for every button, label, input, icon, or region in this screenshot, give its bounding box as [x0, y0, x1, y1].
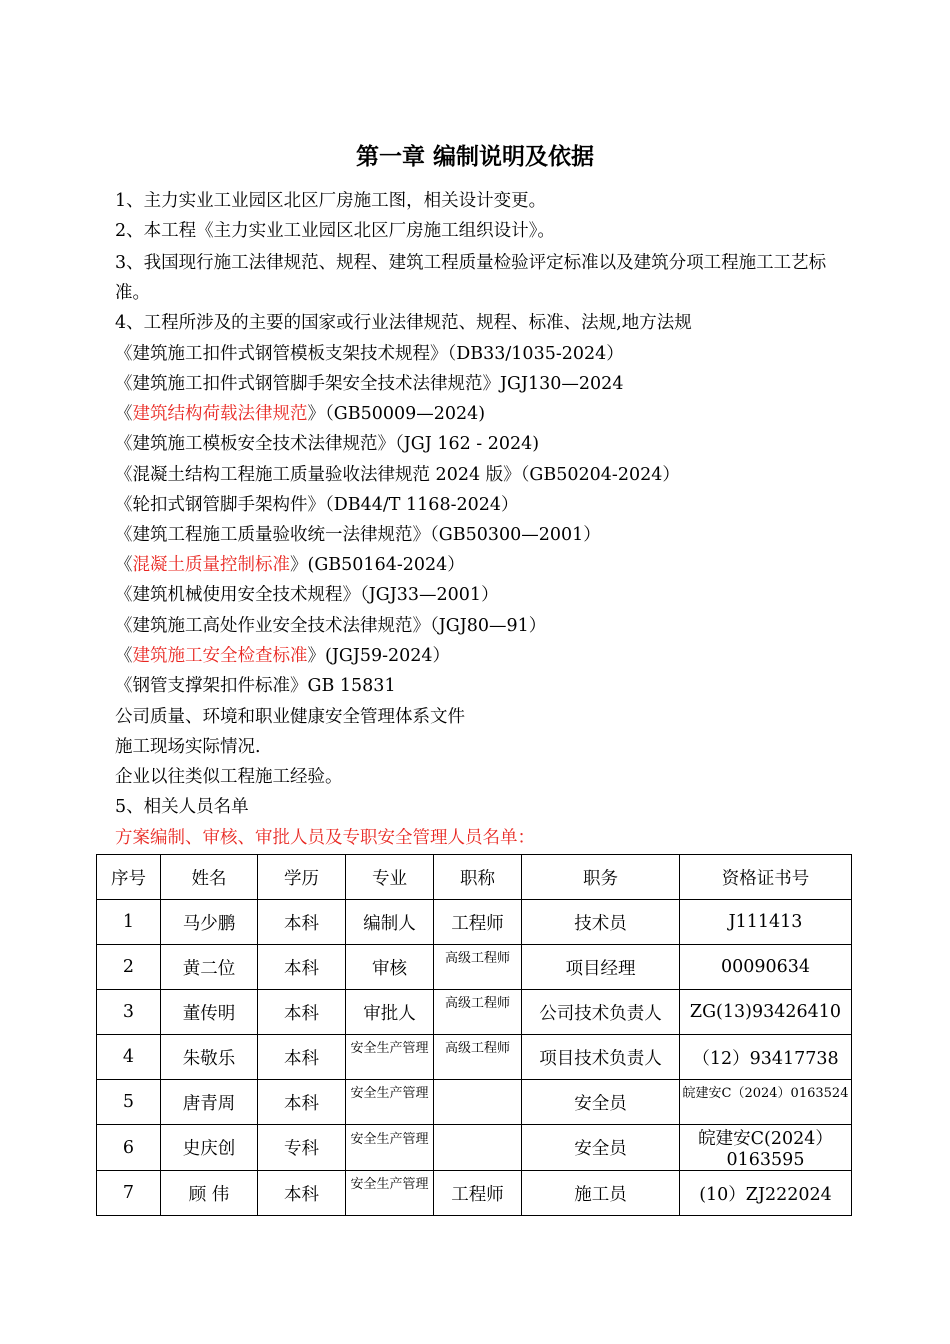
cell-certificate: ZG(13)93426410: [680, 990, 852, 1035]
table-caption: [115, 823, 840, 853]
standard-item: [115, 339, 840, 369]
standard-item: [115, 429, 840, 459]
standard-text: 《: [115, 555, 133, 575]
basis-item-2: 2、本工程《主力实业工业园区北区厂房施工组织设计》。: [115, 221, 555, 241]
cell-title: [434, 1125, 522, 1171]
chapter-title: 第一章 编制说明及依据: [355, 143, 594, 170]
standard-item: [115, 671, 840, 701]
other-basis-1: 公司质量、环境和职业健康安全管理体系文件: [115, 707, 465, 727]
cell-role: [346, 1035, 434, 1080]
cell-name: 史庆创: [161, 1125, 258, 1171]
cell-position: 项目经理: [522, 945, 680, 990]
standard-code: 》(JGJ59-2024）: [307, 646, 451, 666]
cell-certificate: (10）ZJ222024: [680, 1171, 852, 1216]
standard-item: [115, 520, 840, 550]
standard-item: [115, 580, 840, 610]
table-header-row: [97, 855, 852, 900]
header-cell: 专业: [346, 855, 434, 900]
cell-role-text: 安全生产管理: [350, 1041, 429, 1056]
standard-item: [115, 641, 840, 671]
standard-text: 《建筑工程施工质量验收统一法律规范》（GB50300—2001）: [115, 525, 601, 545]
cell-title: [434, 945, 522, 990]
cell-index: 4: [97, 1035, 161, 1080]
standard-item: [115, 550, 840, 580]
cell-role: 编制人: [346, 900, 434, 945]
table-row: [97, 990, 852, 1035]
cell-name: 顾 伟: [161, 1171, 258, 1216]
header-cell: 姓名: [161, 855, 258, 900]
cell-role-text: 安全生产管理: [350, 1086, 429, 1101]
personnel-table: [96, 854, 852, 1216]
table-row: [97, 1035, 852, 1080]
standard-highlight: 混凝土质量控制标准: [132, 555, 290, 575]
basis-item-3: 3、我国现行施工法律规范、规程、建筑工程质量检验评定标准以及建筑分项工程施工工艺标准。: [115, 253, 827, 303]
table-row: [97, 1125, 852, 1171]
cell-title: 工程师: [434, 1171, 522, 1216]
cell-name: 黄二位: [161, 945, 258, 990]
cell-position: 项目技术负责人: [522, 1035, 680, 1080]
cell-title-text: 高级工程师: [444, 951, 510, 966]
table-row: [97, 1080, 852, 1125]
cell-position: 施工员: [522, 1171, 680, 1216]
cell-title-text: 高级工程师: [444, 1041, 510, 1056]
cell-certificate: [680, 1080, 852, 1125]
cell-index: 2: [97, 945, 161, 990]
cell-education: 本科: [258, 945, 346, 990]
header-cell: 职务: [522, 855, 680, 900]
cell-title: 工程师: [434, 900, 522, 945]
cell-role: 审批人: [346, 990, 434, 1035]
cell-education: 本科: [258, 1171, 346, 1216]
standard-text: 《建筑机械使用安全技术规程》（JGJ33—2001）: [115, 585, 499, 605]
header-cell: 职称: [434, 855, 522, 900]
standard-text: 《: [115, 646, 133, 666]
basis-item-1: 1、主力实业工业园区北区厂房施工图，相关设计变更。: [115, 191, 547, 211]
cell-title: [434, 1035, 522, 1080]
standard-item: [115, 369, 840, 399]
header-cell: 资格证书号: [680, 855, 852, 900]
table-row: [97, 900, 852, 945]
standard-text: 《建筑施工扣件式钢管脚手架安全技术法律规范》JGJ130—2024: [115, 374, 624, 394]
cell-certificate: J111413: [680, 900, 852, 945]
cell-certificate: 皖建安C(2024）0163595: [680, 1125, 852, 1171]
cell-name: 唐青周: [161, 1080, 258, 1125]
standard-text: 《混凝土结构工程施工质量验收法律规范 2024 版》（GB50204-2024）: [115, 465, 680, 485]
cell-title: [434, 1080, 522, 1125]
caption-lead: 方: [115, 828, 133, 848]
other-basis-2: 施工现场实际情况.: [115, 737, 261, 757]
cell-index: 3: [97, 990, 161, 1035]
standard-text: 《: [115, 404, 133, 424]
cell-education: 本科: [258, 1035, 346, 1080]
standard-text: 《建筑施工模板安全技术法律规范》（JGJ 162 - 2024): [115, 434, 540, 454]
cell-certificate-text: 皖建安C（2024）0163524: [682, 1086, 849, 1101]
cell-position: 安全员: [522, 1125, 680, 1171]
cell-position: 技术员: [522, 900, 680, 945]
cell-certificate: 00090634: [680, 945, 852, 990]
cell-role: [346, 1080, 434, 1125]
cell-role-text: 安全生产管理: [350, 1177, 429, 1192]
cell-name: 朱敬乐: [161, 1035, 258, 1080]
cell-role: [346, 1171, 434, 1216]
cell-role-text: 安全生产管理: [350, 1131, 429, 1147]
standard-text: 《轮扣式钢管脚手架构件》（DB44/T 1168-2024）: [115, 495, 519, 515]
cell-position: 安全员: [522, 1080, 680, 1125]
cell-education: 本科: [258, 1080, 346, 1125]
standard-text: 《建筑施工扣件式钢管模板支架技术规程》（DB33/1035-2024）: [115, 344, 624, 364]
cell-index: 7: [97, 1171, 161, 1216]
cell-title-text: 高级工程师: [444, 996, 510, 1011]
cell-certificate: （12）93417738: [680, 1035, 852, 1080]
header-cell: 学历: [258, 855, 346, 900]
cell-title: [434, 990, 522, 1035]
standard-code: 》(GB50164-2024）: [290, 555, 465, 575]
standard-code: 》（GB50009—2024): [307, 404, 486, 424]
table-row: [97, 945, 852, 990]
standard-item: [115, 399, 840, 429]
cell-education: 专科: [258, 1125, 346, 1171]
cell-name: 马少鹏: [161, 900, 258, 945]
standard-item: [115, 490, 840, 520]
cell-index: 1: [97, 900, 161, 945]
personnel-heading: 5、相关人员名单: [115, 797, 249, 817]
header-cell: 序号: [97, 855, 161, 900]
cell-index: 5: [97, 1080, 161, 1125]
other-basis-3: 企业以往类似工程施工经验。: [115, 767, 343, 787]
standard-item: [115, 460, 840, 490]
cell-education: 本科: [258, 900, 346, 945]
standard-text: 《建筑施工高处作业安全技术法律规范》（JGJ80—91）: [115, 616, 547, 636]
caption-text: 案编制、审核、审批人员及专职安全管理人员名单：: [132, 828, 535, 848]
cell-role: [346, 1125, 434, 1171]
cell-role: 审核: [346, 945, 434, 990]
cell-index: 6: [97, 1125, 161, 1171]
table-row: [97, 1171, 852, 1216]
cell-education: 本科: [258, 990, 346, 1035]
cell-position: 公司技术负责人: [522, 990, 680, 1035]
standard-highlight: 建筑施工安全检查标准: [132, 646, 308, 666]
standard-item: [115, 611, 840, 641]
basis-item-4: 4、工程所涉及的主要的国家或行业法律规范、规程、标准、法规,地方法规: [115, 313, 692, 333]
cell-name: 董传明: [161, 990, 258, 1035]
standard-text: 《钢管支撑架扣件标准》GB 15831: [115, 676, 396, 696]
standard-highlight: 建筑结构荷载法律规范: [132, 404, 308, 424]
